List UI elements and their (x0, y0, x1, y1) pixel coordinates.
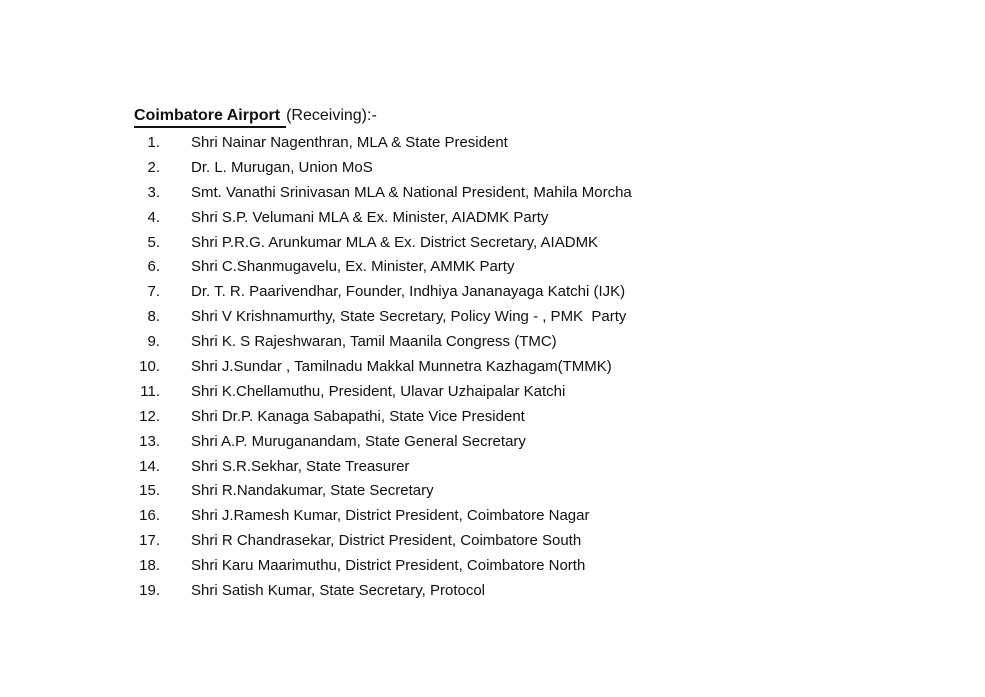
list-item-number: 11. (140, 382, 160, 400)
list-item (134, 432, 934, 457)
list-item (134, 208, 934, 233)
list-item-text: Shri P.R.G. Arunkumar MLA & Ex. District Secretary, AIADMK (191, 233, 599, 251)
list-item-number: 9. (147, 333, 160, 351)
list-item (134, 332, 934, 357)
list-item (134, 233, 934, 258)
list-item (134, 457, 934, 482)
list-item-number: 6. (147, 258, 160, 276)
list-item (134, 407, 934, 432)
list-item-text: Shri J.Ramesh Kumar, District President, Coimbatore Nagar (191, 507, 590, 525)
list-item (134, 282, 934, 307)
list-item-number: 3. (147, 183, 160, 201)
list-item-text: Shri Nainar Nagenthran, MLA & State President (191, 134, 508, 151)
list-item-number: 12. (139, 407, 160, 425)
section-heading (134, 105, 377, 128)
receiving-list (134, 133, 934, 606)
list-item-text: Shri C.Shanmugavelu, Ex. Minister, AMMK Party (191, 258, 515, 276)
list-item (134, 581, 934, 606)
heading-suffix: (Receiving):- (286, 107, 377, 124)
list-item-text: Shri R Chandrasekar, District President, Coimbatore South (191, 532, 582, 550)
list-item (134, 183, 934, 208)
list-item-number: 19. (139, 582, 160, 600)
list-item-text: Shri S.R.Sekhar, State Treasurer (191, 457, 410, 475)
list-item-number: 17. (139, 532, 160, 550)
list-item-number: 7. (147, 283, 160, 301)
list-item-text: Shri K. S Rajeshwaran, Tamil Maanila Congress (TMC) (191, 333, 557, 351)
list-item-number: 14. (139, 457, 160, 475)
list-item (134, 531, 934, 556)
list-item-number: 2. (147, 158, 160, 176)
list-item-text: Dr. T. R. Paarivendhar, Founder, Indhiya Jananayaga Katchi (IJK) (191, 283, 626, 301)
list-item-text: Shri S.P. Velumani MLA & Ex. Minister, AIADMK Party (191, 208, 549, 226)
list-item-number: 8. (147, 308, 160, 326)
list-item-text: Shri V Krishnamurthy, State Secretary, Policy Wing - , PMK Party (191, 308, 627, 326)
list-item (134, 556, 934, 581)
list-item-text: Shri Dr.P. Kanaga Sabapathi, State Vice President (191, 407, 525, 425)
list-item (134, 481, 934, 506)
list-item-text: Shri A.P. Muruganandam, State General Secretary (191, 432, 526, 450)
list-item-text: Smt. Vanathi Srinivasan MLA & National President, Mahila Morcha (191, 183, 632, 201)
list-item-text: Shri J.Sundar , Tamilnadu Makkal Munnetra Kazhagam(TMMK) (191, 358, 612, 376)
list-item-text: Shri Karu Maarimuthu, District President, Coimbatore North (191, 557, 586, 575)
list-item-text: Dr. L. Murugan, Union MoS (191, 158, 373, 176)
list-item-text: Shri R.Nandakumar, State Secretary (191, 482, 434, 500)
list-item (134, 307, 934, 332)
list-item-number: 5. (147, 233, 160, 251)
list-item-number: 10. (139, 358, 160, 376)
list-item (134, 158, 934, 183)
list-item-number: 15. (139, 482, 160, 500)
list-item-number: 4. (147, 208, 160, 226)
list-item (134, 357, 934, 382)
list-item (134, 257, 934, 282)
list-item-number: 13. (139, 432, 160, 450)
heading-title: Coimbatore Airport (134, 105, 286, 128)
list-item (134, 382, 934, 407)
list-item-number: 18. (139, 557, 160, 575)
list-item (134, 133, 934, 158)
list-item (134, 506, 934, 531)
list-item-number: 1. (147, 134, 160, 151)
list-item-text: Shri K.Chellamuthu, President, Ulavar Uzhaipalar Katchi (191, 382, 566, 400)
list-item-text: Shri Satish Kumar, State Secretary, Protocol (191, 582, 486, 600)
list-item-number: 16. (139, 507, 160, 525)
